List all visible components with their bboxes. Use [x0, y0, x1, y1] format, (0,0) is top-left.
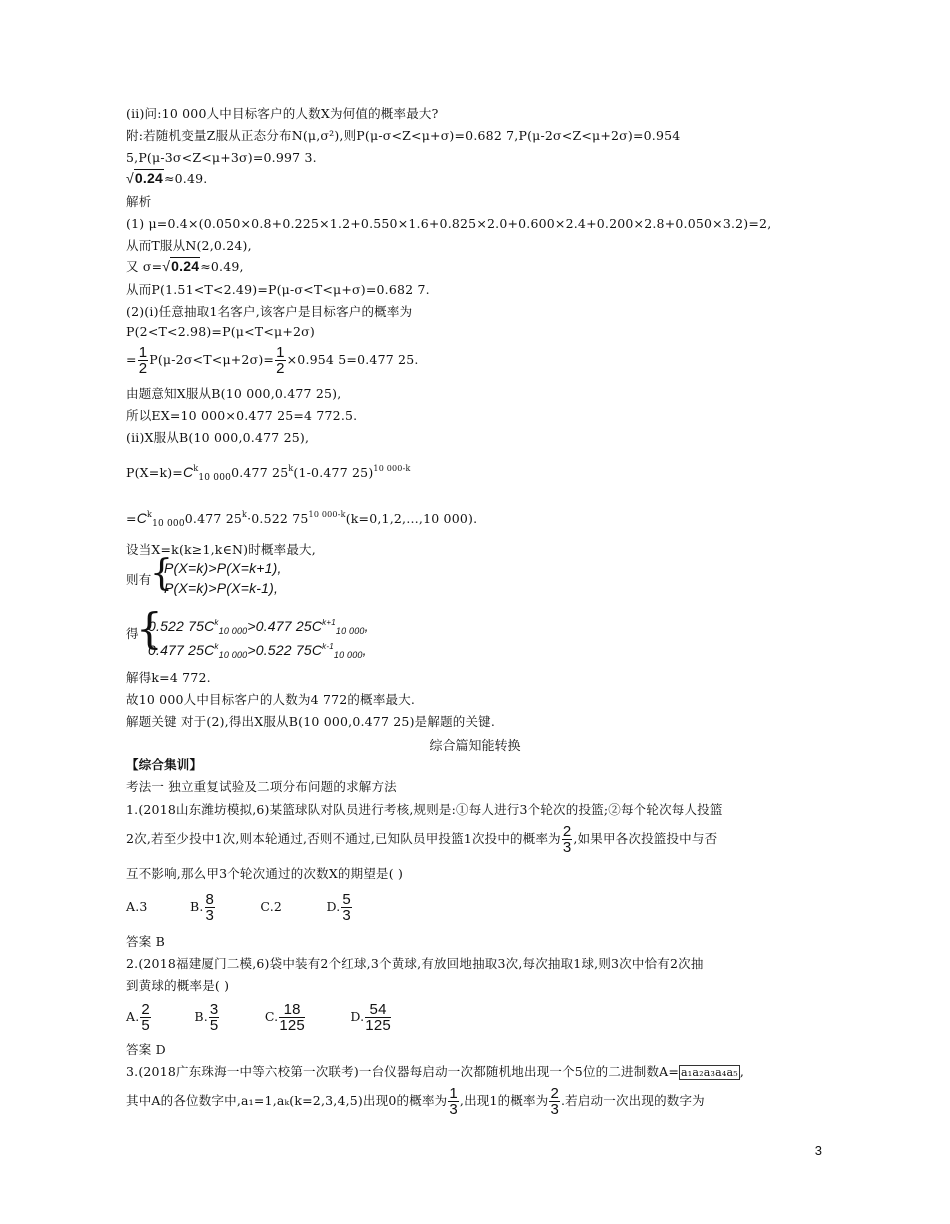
text-line: (2)(i)任意抽取1名客户,该客户是目标客户的概率为 — [126, 304, 413, 319]
sqrt-line: √0.24≈0.49. — [126, 170, 208, 186]
question-text: 其中A的各位数字中,a₁=1,aₖ(k=2,3,4,5)出现0的概率为 $\frac{1}{3}$ ,出现1的概率为 $\frac{2}{3}$ .若启动一次出现的数字为 — [126, 1085, 705, 1118]
question-text: 2次,若至少投中1次,则本轮通过,否则不通过,已知队员甲投篮1次投中的概率为 $\frac{2}{3}$ ,如果甲各次投篮投中与否 — [126, 823, 718, 856]
option-a: A.3 — [126, 899, 148, 914]
sqrt-expression: √0.24 — [162, 258, 200, 274]
fraction: $\frac{2}{3}$ — [550, 1085, 559, 1118]
question-text: 到黄球的概率是( ) — [126, 978, 230, 993]
fraction: $\frac{1}{2}$ — [138, 344, 148, 377]
text-line: (ii)问:10 000人中目标客户的人数X为何值的概率最大? — [126, 106, 439, 121]
answer-options — [126, 890, 353, 924]
fraction: $\frac{2}{3}$ — [562, 823, 572, 856]
option-d: D. $\frac{5}{3}$ — [326, 891, 351, 924]
option-c: C. $\frac{18}{125}$ — [264, 1001, 305, 1034]
text-line: (ii)X服从B(10 000,0.477 25), — [126, 430, 310, 445]
question-text: 2.(2018福建厦门二模,6)袋中装有2个红球,3个黄球,有放回地抽取3次,每次抽取1球,则3次中恰有2次抽 — [126, 956, 704, 971]
answer-line: 答案 D — [126, 1042, 166, 1057]
answer-options — [126, 1000, 392, 1034]
option-b: B. $\frac{8}{3}$ — [189, 891, 215, 924]
binomial-line: $=C^k_{10 000}0.477$ $25^k\cdot 0.522$ $75^{10 000-k}(k=0,1,2,\dots,10$ 000). — [126, 510, 478, 529]
analysis-label: 解析 — [126, 194, 152, 209]
text-line: 故10 000人中目标客户的人数为4 772的概率最大. — [126, 692, 416, 707]
text-line: 5,P(μ-3σ<Z<μ+3σ)=0.997 3. — [126, 150, 317, 165]
section-heading: 综合篇知能转换 — [429, 739, 521, 754]
text-line: 解题关键 对于(2),得出X服从B(10 000,0.477 25)是解题的关键. — [126, 714, 496, 729]
section-label: 【综合集训】 — [126, 757, 203, 772]
answer-line: 答案 B — [126, 934, 165, 949]
fraction: $\frac{1}{3}$ — [449, 1085, 458, 1118]
text-line: P(2<T<2.98)=P(μ<T<μ+2σ) — [126, 324, 315, 339]
system-row: P(X=k)>P(X=k-1), — [164, 580, 279, 596]
binomial-line: $P(X=k)=C^k_{10 000}0.477$ 25$^k$(1-0.477 25)$^{10 000-k}$ — [126, 464, 411, 483]
left-brace: { — [136, 604, 163, 653]
fraction: $\frac{1}{2}$ — [276, 344, 285, 377]
text-line: 由题意知X服从B(10 000,0.477 25), — [126, 386, 342, 401]
system-row: P(X=k)>P(X=k+1), — [164, 560, 282, 576]
option-a: A. $\frac{2}{5}$ — [126, 1001, 150, 1034]
text-line: (1) μ=0.4×(0.050×0.8+0.225×1.2+0.550×1.6+0.825×2.0+0.600×2.4+0.200×2.8+0.050×3.2)=2, — [126, 216, 772, 231]
text-line: 从而P(1.51<T<2.49)=P(μ-σ<T<μ+σ)=0.682 7. — [126, 282, 430, 297]
option-c: C.2 — [260, 899, 283, 914]
text-line: 所以EX=10 000×0.477 25=4 772.5. — [126, 408, 358, 423]
fraction-line: = $\frac{1}{2}$ P(μ-2σ<T<μ+2σ)= $\frac{1}{2}$ ×0.954 5=0.477 25. — [126, 344, 419, 377]
option-b: B. $\frac{3}{5}$ — [194, 1001, 219, 1034]
question-text: 1.(2018山东潍坊模拟,6)某篮球队对队员进行考核,规则是:①每人进行3个轮次的投篮;②每个轮次每人投篮 — [126, 802, 723, 817]
text-line: 设当X=k(k≥1,k∈N)时概率最大, — [126, 542, 316, 557]
page-number: 3 — [814, 1143, 822, 1158]
question-text: 互不影响,那么甲3个轮次通过的次数X的期望是( ) — [126, 866, 404, 881]
question-text: 3.(2018广东珠海一中等六校第一次联考)一台仪器每启动一次都随机地出现一个5位的二进制数A= a₁a₂a₃a₄a₅ , — [126, 1064, 745, 1079]
left-brace: { — [150, 553, 173, 594]
method-title: 考法一 独立重复试验及二项分布问题的求解方法 — [126, 779, 397, 794]
system-label: 得 — [126, 626, 139, 641]
text-line: 从而T服从N(2,0.24), — [126, 238, 252, 253]
system-row: 0.477 $25C^k_{10 000}>0.522$ $75C^{k-1}_{10 000}$, — [148, 642, 367, 660]
binary-number-box: a₁a₂a₃a₄a₅ — [681, 1066, 738, 1079]
option-d: D. $\frac{54}{125}$ — [350, 1001, 391, 1034]
sqrt-expression: √0.24 — [126, 170, 163, 186]
system-row: 0.522 $75C^k_{10 000}>0.477$ $25C^{k+1}_{10 000}$, — [148, 618, 369, 636]
system-label: 则有 — [126, 572, 152, 587]
text-line: 附:若随机变量Z服从正态分布N(μ,σ²),则P(μ-σ<Z<μ+σ)=0.682 7,P(μ-2σ<Z<μ+2σ)=0.954 — [126, 128, 681, 143]
text-line: 解得k=4 772. — [126, 670, 211, 685]
sqrt-line: 又 σ=√0.24≈0.49, — [126, 258, 244, 274]
